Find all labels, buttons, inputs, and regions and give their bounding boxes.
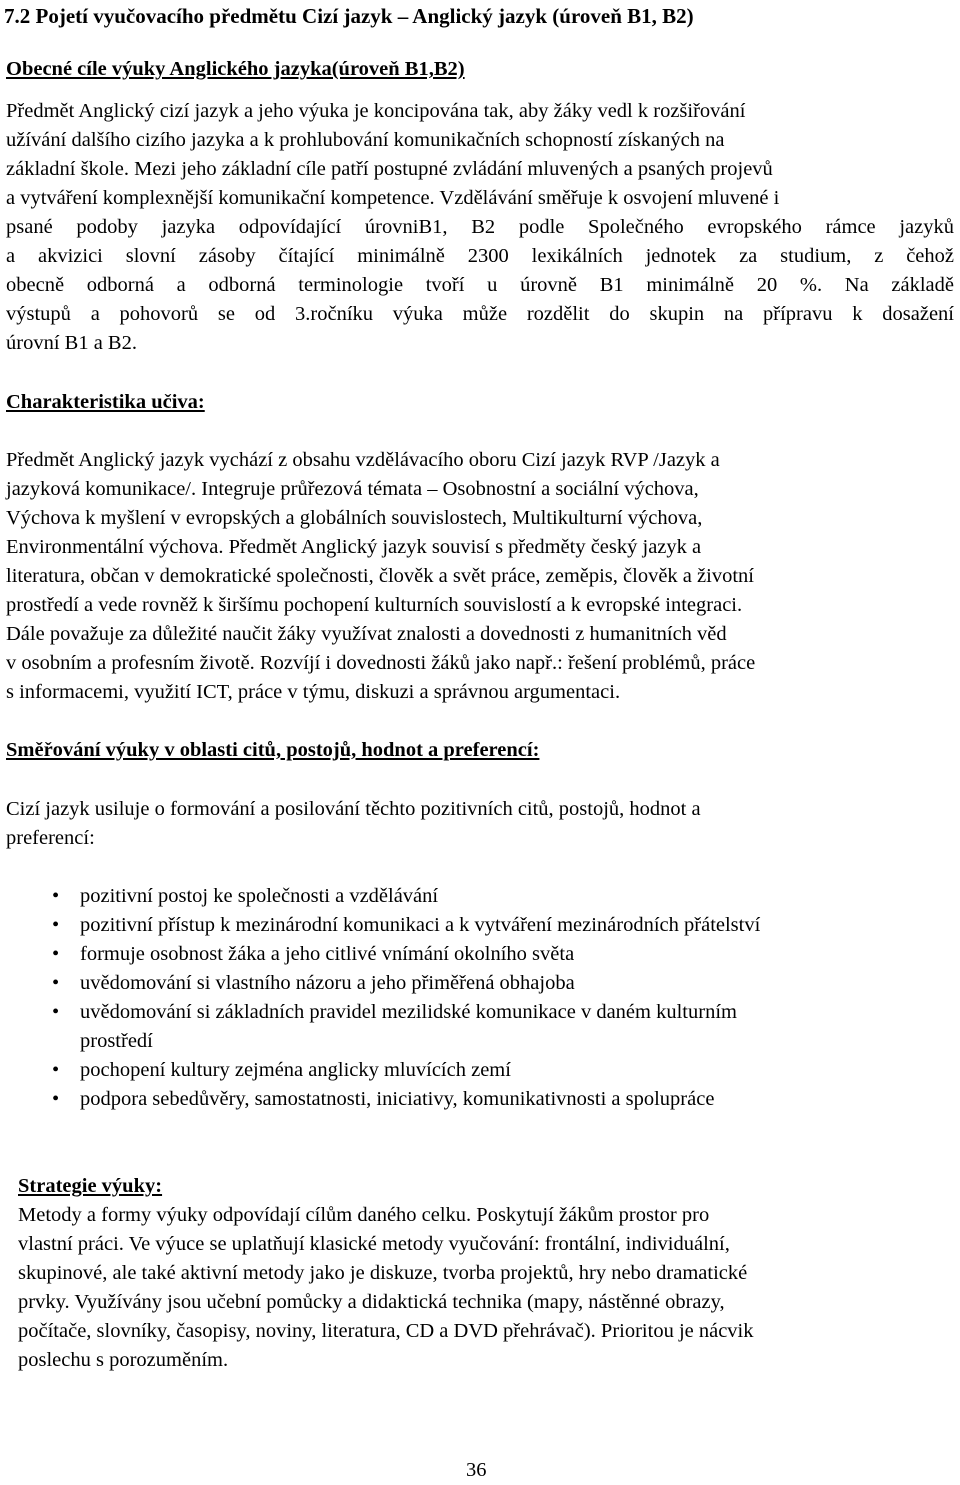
list-item-text: formuje osobnost žáka a jeho citlivé vnímání okolního světa [80,943,575,965]
characteristics-line: prostředí a vede rovněž k širšímu pochopení kulturních souvislostí a k evropské integraci. [6,594,743,616]
goals-line: úrovní B1 a B2. [6,332,137,354]
list-item-text: uvědomování si základních pravidel mezilidské komunikace v daném kulturním [80,1001,737,1023]
characteristics-line: Dále považuje za důležité naučit žáky využívat znalosti a dovednosti z humanitních věd [6,623,727,645]
section-title: 7.2 Pojetí vyučovacího předmětu Cizí jazyk – Anglický jazyk (úroveň B1, B2) [4,4,694,28]
strategy-line: poslechu s porozuměním. [18,1349,229,1371]
characteristics-line: Environmentální výchova. Předmět Anglický jazyk souvisí s předměty český jazyk a [6,536,702,558]
characteristics-line: literatura, občan v demokratické společnosti, člověk a svět práce, zeměpis, člověk a životní [6,565,754,587]
goals-line: výstupů a pohovorů se od 3.ročníku výuka může rozdělit do skupin na přípravu k dosažení [6,303,954,325]
goals-line: užívání dalšího cizího jazyka a k prohlubování komunikačních schopností získaných na [6,129,725,151]
list-item-text: prostředí [80,1030,153,1052]
list-item [0,911,760,940]
goals-paragraph [6,97,954,358]
characteristics-line: Výchova k myšlení v evropských a globálních souvislostech, Multikulturní výchova, [6,507,703,529]
goals-line: psané podoby jazyka odpovídající úrovniB1, B2 podle Společného evropského rámce jazyků [6,216,954,238]
goals-line: a akvizici slovní zásoby čítající minimálně 2300 lexikálních jednotek za studium, z čehož [6,245,954,267]
strategy-line: Metody a formy výuky odpovídají cílům daného celku. Poskytují žákům prostor pro [18,1204,710,1226]
characteristics-line: s informacemi, využití ICT, práce v týmu, diskuzi a správnou argumentaci. [6,681,621,703]
list-item-text: podpora sebedůvěry, samostatnosti, iniciativy, komunikativnosti a spolupráce [80,1088,715,1110]
list-item [0,1085,760,1114]
list-item [0,940,760,969]
bullet-icon: • [52,914,60,936]
bullet-icon: • [52,1088,60,1110]
list-item-text: uvědomování si vlastního názoru a jeho přiměřená obhajoba [80,972,575,994]
goals-line: obecně odborná a odborná terminologie tvoří u úrovně B1 minimálně 20 %. Na základě [6,274,954,296]
strategy-line: skupinové, ale také aktivní metody jako je diskuze, tvorba projektů, hry nebo dramatické [18,1262,748,1284]
bullet-icon: • [52,1001,60,1023]
list-item [0,882,760,911]
list-item-text: pozitivní postoj ke společnosti a vzdělávání [80,885,439,907]
strategy-line: vlastní práci. Ve výuce se uplatňují klasické metody vyučování: frontální, individuální, [18,1233,730,1255]
characteristics-line: v osobním a profesním životě. Rozvíjí i dovednosti žáků jako např.: řešení problémů, práce [6,652,756,674]
characteristics-line: jazyková komunikace/. Integruje průřezová témata – Osobnostní a sociální výchova, [6,478,699,500]
bullet-icon: • [52,885,60,907]
list-item [0,1056,760,1085]
goals-line: základní škole. Mezi jeho základní cíle patří postupné zvládání mluvených a psaných projevů [6,158,773,180]
attitudes-intro [6,795,701,853]
bullet-icon: • [52,943,60,965]
goals-line: a vytváření komplexnější komunikační kompetence. Vzdělávání směřuje k osvojení mluvené i [6,187,780,209]
list-item-text: pochopení kultury zejména anglicky mluvících zemí [80,1059,511,1081]
strategy-line: prvky. Využívány jsou učební pomůcky a didaktická technika (mapy, nástěnné obrazy, [18,1291,725,1313]
goals-line: Předmět Anglický cizí jazyk a jeho výuka je koncipována tak, aby žáky vedl k rozšiřování [6,100,746,122]
attitudes-intro-line: preferencí: [6,827,95,849]
goals-heading: Obecné cíle výuky Anglického jazyka(úroveň B1,B2) [6,58,465,80]
strategy-line: počítače, slovníky, časopisy, noviny, literatura, CD a DVD přehrávač). Prioritou je nácvik [18,1320,754,1342]
list-item [0,969,760,998]
characteristics-line: Předmět Anglický jazyk vychází z obsahu vzdělávacího oboru Cizí jazyk RVP /Jazyk a [6,449,720,471]
strategy-paragraph [18,1201,754,1375]
attitudes-list [0,882,760,1114]
characteristics-heading: Charakteristika učiva: [6,391,205,413]
bullet-icon: • [52,972,60,994]
attitudes-heading: Směřování výuky v oblasti citů, postojů, hodnot a preferencí: [6,739,540,761]
list-item-text: pozitivní přístup k mezinárodní komunikaci a k vytváření mezinárodních přátelství [80,914,761,936]
attitudes-intro-line: Cizí jazyk usiluje o formování a posilování těchto pozitivních citů, postojů, hodnot a [6,798,701,820]
list-item [0,998,760,1056]
characteristics-paragraph [6,446,755,707]
bullet-icon: • [52,1059,60,1081]
page-number: 36 [466,1459,487,1481]
strategy-heading: Strategie výuky: [18,1175,163,1197]
